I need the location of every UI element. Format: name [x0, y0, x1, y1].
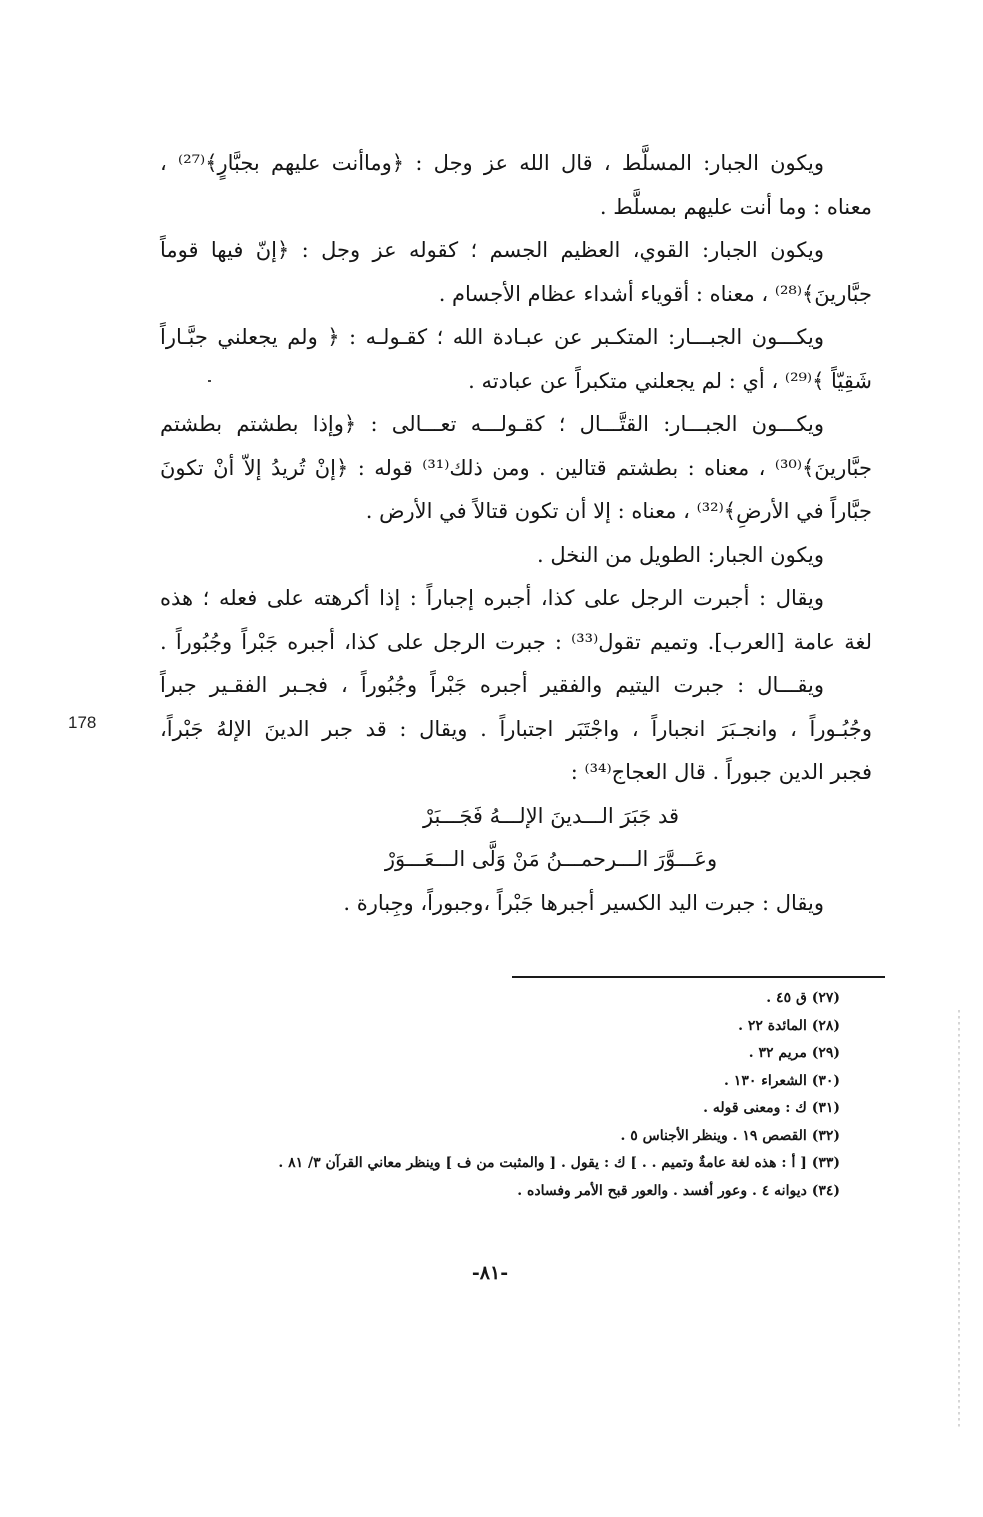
text-line: ويقال : أجبرت الرجل على كذا، أجبره إجباراً : إذا أكرهته على فعله ؛ هذه: [160, 586, 824, 610]
text-line: جبَّارينَ﴾⁽³⁰⁾ ، معناه : بطشتم قتالين . ومن ذلك⁽³¹⁾ قوله : ﴿إنْ تُريدُ إلاّ أنْ تكونَ: [160, 455, 872, 480]
verse-line-1: قد جَبَرَ الـــدينَ الإلـــهُ فَجَـــبَرْ: [422, 803, 680, 828]
footnote: (٢٨) المائدة ٢٢ .: [738, 1017, 840, 1034]
footnote-divider: [512, 976, 885, 978]
scan-edge-artifact: [958, 1010, 960, 1430]
footnote: (٣٢) القصص ١٩ . وينظر الأجناس ٥ .: [620, 1127, 840, 1144]
footnote: (٢٩) مريم ٣٢ .: [748, 1045, 840, 1061]
text-line: ويكون الجبار: الطويل من النخل .: [537, 542, 824, 567]
text-line: ويكـــون الجبـــار: القتَّـــال ؛ كقـولـــه تعـــالى : ﴿وإذا بطشتم بطشتم: [160, 412, 824, 436]
closing-line: ويقال : جبرت اليد الكسير أجبرها جَبْراً ،وجبوراً، وجِبارة .: [343, 890, 824, 915]
footnote: (٣١) ك : ومعنى قوله .: [703, 1100, 840, 1116]
footnote: (٣٠) الشعراء ١٣٠ .: [724, 1072, 840, 1089]
text-line: جبَّارينَ﴾⁽²⁸⁾ ، معناه : أقوياء أشداء عظام الأجسام .: [438, 281, 872, 306]
footnotes: [200, 985, 840, 1205]
page-number: -٨١-: [471, 1262, 509, 1284]
text-line: ويكون الجبار: القوي، العظيم الجسم ؛ كقوله عز وجل : ﴿إنّ فيها قوماً: [160, 238, 824, 262]
text-line: ويكون الجبار: المسلَّط ، قال الله عز وجل : ﴿وماأنت عليهم بجبَّارٍ﴾⁽²⁷⁾ ،: [160, 151, 824, 175]
verse-line-2: وعَـــوَّرَ الـــرحمـــنُ مَنْ وَلَّى الـــعَـــوَرْ: [384, 847, 718, 871]
margin-page-number: 178: [68, 713, 97, 732]
text-line: شَقِيّاً ﴾⁽²⁹⁾ ، أي : لم يجعلني متكبراً عن عبادته .: [468, 368, 872, 393]
text-line: فجبر الدين جبوراً . قال العجاج⁽³⁴⁾ :: [570, 760, 872, 784]
text-line: وجُبُـوراً ، وانجـبَرَ انجباراً ، واجْتَبَر اجتباراً . ويقال : قد جبر الدينَ الإلهُ جَبْراً،: [160, 716, 872, 741]
footnote: (٣٤) ديوانه ٤ . وعور أفسد . والعور قبح الأمر وفساده .: [517, 1182, 840, 1199]
text-line: جبَّاراً في الأرضِ﴾⁽³²⁾ ، معناه : إلا أن تكون قتالاً في الأرض .: [365, 499, 872, 523]
scan-speck: [208, 380, 211, 382]
main-text: [160, 142, 872, 925]
text-line: لغة عامة [العرب]. وتميم تقول⁽³³⁾ : جبرت الرجل على كذا، أجبره جَبْراً وجُبُوراً .: [160, 629, 872, 654]
footnote: (٢٧) ق ٤٥ .: [766, 990, 840, 1006]
text-line: معناه : وما أنت عليهم بمسلَّط .: [599, 194, 872, 219]
text-line: ويقـــال : جبرت اليتيم والفقير أجبره جَبْراً وجُبُوراً ، فجـبر الفقـير جبراً: [160, 673, 824, 697]
footnote: (٣٣) [ أ : هذه لغة عامةٌ وتميم . . ] ك : يقول . [ والمثبت من ف ] وينظر معاني القرآن ٣/ ٨١ .: [278, 1155, 840, 1171]
poem-verse: [160, 795, 872, 882]
text-line: ويكـــون الجبـــار: المتكـبر عن عبـادة الله ؛ كقـولـه : ﴿ ولم يجعلني جبَّـاراً: [160, 325, 824, 349]
